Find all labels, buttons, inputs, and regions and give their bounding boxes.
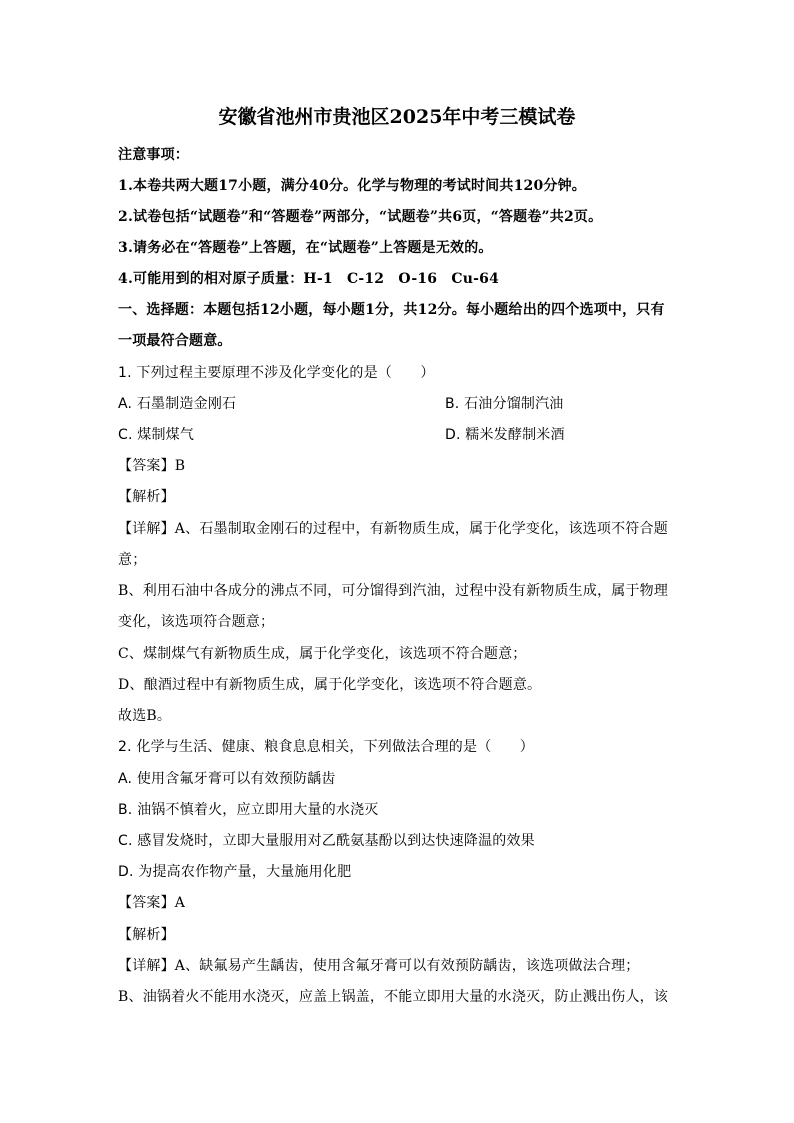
page-title: 安徽省池州市贵池区2025年中考三模试卷 — [218, 106, 576, 128]
q1-detail-line: 变化，该选项符合题意； — [118, 614, 275, 630]
q2-option-c: C. 感冒发烧时，立即大量服用对乙酰氨基酚以到达快速降温的效果 — [118, 833, 535, 849]
q2-option-a: A. 使用含氟牙膏可以有效预防龋齿 — [118, 771, 336, 787]
q1-detail-line: 意； — [118, 552, 147, 568]
q1-detail-line: 【详解】A、石墨制取金刚石的过程中，有新物质生成，属于化学变化，该选项不符合题 — [118, 521, 668, 537]
q1-answer: 【答案】B — [118, 458, 186, 474]
q2-detail-line: 【详解】A、缺氟易产生龋齿，使用含氟牙膏可以有效预防龋齿，该选项做法合理； — [118, 958, 640, 974]
q1-detail-line: D、酿酒过程中有新物质生成，属于化学变化，该选项不符合题意。 — [118, 677, 542, 693]
q1-detail-line: C、煤制煤气有新物质生成，属于化学变化，该选项不符合题意； — [118, 646, 527, 662]
q1-option-c: C. 煤制煤气 — [118, 427, 195, 443]
q1-stem: 1. 下列过程主要原理不涉及化学变化的是（ ） — [118, 365, 435, 381]
q1-detail-line: B、利用石油中各成分的沸点不同，可分馏得到汽油，过程中没有新物质生成，属于物理 — [118, 583, 669, 599]
section-heading-line1: 一、选择题：本题包括12小题，每小题1分，共12分。每小题给出的四个选项中，只有 — [118, 302, 665, 318]
section-heading-line2: 一项最符合题意。 — [118, 333, 232, 349]
q1-option-a: A. 石墨制造金刚石 — [118, 396, 237, 412]
q1-detail-line: 故选B。 — [118, 708, 172, 724]
q1-analysis-label: 【解析】 — [118, 489, 175, 505]
notice-item-2: 2.试卷包括“试题卷”和“答题卷”两部分，“试题卷”共6页，“答题卷”共2页。 — [118, 209, 603, 225]
q2-option-b: B. 油锅不慎着火，应立即用大量的水浇灭 — [118, 802, 379, 818]
q2-stem: 2. 化学与生活、健康、粮食息息相关，下列做法合理的是（ ） — [118, 739, 535, 755]
notice-heading: 注意事项： — [118, 147, 189, 163]
q2-answer: 【答案】A — [118, 895, 186, 911]
notice-item-3: 3.请务必在“答题卷”上答题，在“试题卷”上答题是无效的。 — [118, 240, 493, 256]
q2-analysis-label: 【解析】 — [118, 927, 175, 943]
q2-option-d: D. 为提高农作物产量，大量施用化肥 — [118, 864, 352, 880]
notice-item-4: 4.可能用到的相对原子质量：H-1 C-12 O-16 Cu-64 — [118, 271, 500, 287]
q2-detail-line: B、油锅着火不能用水浇灭，应盖上锅盖，不能立即用大量的水浇灭，防止溅出伤人，该 — [118, 989, 669, 1005]
q1-option-b: B. 石油分馏制汽油 — [445, 396, 564, 412]
notice-item-1: 1.本卷共两大题17小题，满分40分。化学与物理的考试时间共120分钟。 — [118, 178, 587, 194]
q1-option-d: D. 糯米发酵制米酒 — [445, 427, 565, 443]
